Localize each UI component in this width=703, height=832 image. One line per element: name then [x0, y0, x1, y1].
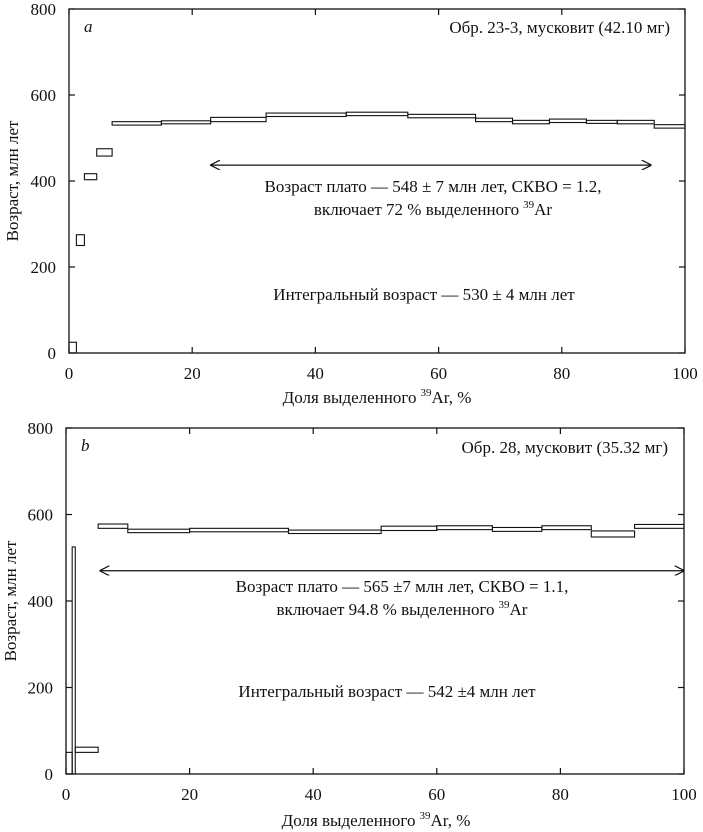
plateau-text-line1: Возраст плато — 548 ± 7 млн лет, СКВО = 1.2,: [264, 177, 602, 196]
y-axis-label: Возраст, млн лет: [1, 540, 20, 662]
x-tick-label: 40: [304, 785, 322, 804]
y-tick-label: 400: [27, 592, 53, 611]
age-step: [654, 125, 685, 128]
age-step: [408, 114, 476, 117]
y-tick-label: 600: [27, 505, 53, 525]
age-step: [513, 120, 550, 123]
isotope-symbol: Ar: [534, 200, 553, 219]
x-tick-label: 20: [183, 364, 201, 383]
x-axis-label: [282, 810, 471, 830]
age-step: [98, 524, 128, 528]
age-step: [211, 117, 266, 121]
x-axis-label-tail: Ar, %: [430, 811, 471, 830]
age-step: [72, 547, 75, 774]
age-step: [381, 526, 437, 530]
panel-letter: b: [81, 436, 90, 455]
isotope-superscript: 39: [498, 599, 510, 611]
age-step: [542, 526, 591, 530]
sample-label: Обр. 23-3, мусковит (42.10 мг): [449, 18, 670, 37]
plateau-text-line1: Возраст плато — 565 ±7 млн лет, СКВО = 1.1,: [235, 577, 569, 596]
x-tick-label: 100: [671, 785, 697, 804]
plateau-text-line2: [314, 199, 553, 219]
y-tick-label: 600: [30, 86, 56, 105]
age-step: [161, 121, 210, 124]
age-step: [476, 118, 513, 121]
y-tick-label: 200: [30, 258, 56, 277]
x-axis-ticks: [65, 9, 698, 383]
y-axis-label: Возраст, млн лет: [3, 120, 22, 242]
y-tick-label: 200: [27, 678, 53, 698]
age-step: [84, 174, 96, 180]
sample-label: Обр. 28, мусковит (35.32 мг): [461, 438, 668, 457]
x-axis-isotope-superscript: 39: [419, 810, 431, 822]
integral-age-text: Интегральный возраст — 542 ±4 млн лет: [238, 682, 536, 701]
y-tick-label: 0: [47, 344, 56, 363]
age-step: [635, 524, 684, 528]
age-step: [76, 235, 84, 246]
age-step: [66, 752, 72, 774]
plateau-text-line2: [277, 599, 528, 619]
age-step: [617, 120, 654, 123]
x-tick-label: 20: [181, 785, 199, 804]
y-tick-label: 0: [44, 765, 53, 784]
x-axis-label-tail: Ar, %: [431, 388, 472, 407]
x-tick-label: 0: [61, 785, 71, 804]
panel-b: [1, 419, 697, 830]
isotope-superscript: 39: [523, 199, 535, 211]
age-step: [97, 149, 112, 156]
panel-letter: a: [84, 17, 93, 36]
x-axis-isotope-superscript: 39: [420, 387, 432, 399]
integral-age-text: Интегральный возраст — 530 ± 4 млн лет: [273, 285, 575, 304]
age-spectrum-steps: [69, 112, 685, 353]
isotope-symbol: Ar: [509, 600, 528, 619]
x-tick-label: 80: [553, 364, 571, 383]
age-step: [288, 530, 381, 533]
age-step: [549, 119, 586, 122]
x-tick-label: 0: [64, 364, 74, 383]
age-step: [437, 526, 493, 530]
x-tick-label: 80: [551, 785, 569, 804]
age-step: [266, 113, 346, 116]
y-tick-label: 400: [30, 172, 56, 191]
age-step: [591, 531, 634, 537]
age-step: [190, 528, 289, 531]
panel-a: [3, 0, 698, 407]
x-tick-label: 60: [428, 785, 446, 804]
age-step: [112, 122, 161, 125]
age-step: [346, 112, 408, 115]
x-axis-label-text: Доля выделенного: [281, 811, 416, 830]
y-tick-label: 800: [30, 0, 56, 19]
plateau-line2-text: включает 94.8 % выделенного: [276, 600, 495, 619]
age-spectrum-steps: [66, 524, 684, 774]
y-tick-label: 800: [27, 419, 53, 438]
x-axis-label: [283, 387, 472, 407]
age-step: [586, 120, 617, 123]
age-step: [69, 342, 76, 353]
age-step: [75, 747, 98, 752]
age-step: [492, 527, 541, 531]
x-tick-label: 100: [672, 364, 698, 383]
x-axis-label-text: Доля выделенного: [282, 388, 417, 407]
x-tick-label: 40: [306, 364, 324, 383]
x-tick-label: 60: [430, 364, 448, 383]
plateau-line2-text: включает 72 % выделенного: [313, 200, 520, 219]
age-step: [128, 529, 190, 532]
